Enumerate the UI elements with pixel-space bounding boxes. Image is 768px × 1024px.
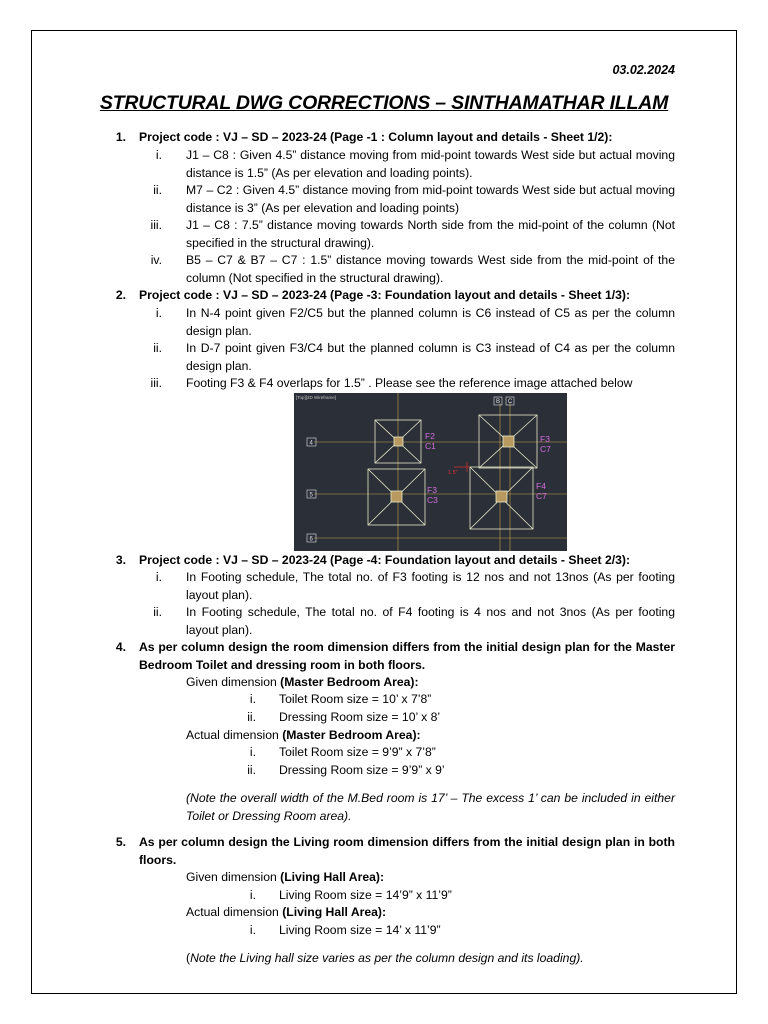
grid-label-4: 4 (309, 440, 313, 447)
s5-note-text: Note the Living hall size varies as per the column design and its loading). (190, 951, 584, 965)
section-3-number: 3. (115, 553, 126, 567)
section-5-heading: As per column design the Living room dimension differs from the initial design plan in both floors. (139, 835, 675, 867)
s2-item-3-text: Footing F3 & F4 overlaps for 1.5” . Please see the reference image attached below (186, 376, 633, 390)
footing-label-f2: F2 (425, 431, 435, 441)
s3-item-1-text: In Footing schedule, The total no. of F3 footing is 12 nos and not 13nos (As per footing layout plan). (186, 570, 675, 602)
footing-overlap-reference-image (294, 393, 567, 551)
section-1-heading: Project code : VJ – SD – 2023-24 (Page -1 : Column layout and details - Sheet 1/2): (139, 130, 613, 144)
section-3-heading: Project code : VJ – SD – 2023-24 (Page -4: Foundation layout and details - Sheet 2/3): (139, 553, 631, 567)
s5-actual-item-1-text: Living Room size = 14’ x 11’9” (279, 923, 441, 937)
s2-item-1-num: i. (155, 306, 162, 320)
s4-actual-dimension (186, 727, 421, 745)
column-label-c1: C1 (425, 441, 436, 451)
s5-actual-label: Actual dimension (186, 905, 283, 919)
s1-item-3-text: J1 – C8 : 7.5” distance moving towards North side from the mid-point of the column (Not specified in the structural drawing). (186, 218, 675, 250)
section-2-number: 2. (115, 288, 126, 302)
footing-label-f4: F4 (536, 481, 546, 491)
s5-given-area: (Living Hall Area): (280, 870, 385, 884)
s4-given-item-2-text: Dressing Room size = 10’ x 8’ (279, 710, 441, 724)
s3-item-1-num: i. (155, 570, 162, 584)
footing-f3-c7 (479, 415, 537, 468)
s1-item-4-num: iv. (150, 253, 162, 267)
s5-note (186, 950, 584, 968)
section-4-number: 4. (115, 640, 126, 654)
s5-given-dimension (186, 869, 384, 887)
s1-item-3-num: iii. (150, 218, 162, 232)
s4-actual-label: Actual dimension (186, 728, 283, 742)
footing-f4-c7 (470, 467, 533, 529)
s5-actual-item-1-num: i. (249, 923, 256, 937)
s4-actual-item-2-text: Dressing Room size = 9’9” x 9’ (279, 763, 445, 777)
s1-item-4-text: B5 – C7 & B7 – C7 : 1.5” distance moving towards West side from the mid-point of the column (Not specified in the structural drawing). (186, 253, 675, 285)
overlap-dimension-label: 1.5" (448, 470, 458, 476)
document-date: 03.02.2024 (612, 63, 675, 77)
grid-label-5: 5 (309, 492, 313, 499)
grid-label-b: B (496, 399, 501, 405)
s1-item-2-num: ii. (153, 183, 162, 197)
s1-item-1-num: i. (155, 148, 162, 162)
s4-given-item-1-num: i. (249, 692, 256, 706)
column-label-c7-bottom: C7 (536, 491, 547, 501)
s2-item-1-text: In N-4 point given F2/C5 but the planned column is C6 instead of C5 as per the column design plan. (186, 306, 675, 338)
s4-actual-item-2-num: ii. (247, 763, 256, 777)
document-title: STRUCTURAL DWG CORRECTIONS – SINTHAMATHAR ILLAM (99, 92, 669, 114)
s4-note: (Note the overall width of the M.Bed room is 17’ – The excess 1’ can be included in either Toilet or Dressing Room area). (186, 791, 675, 823)
s4-given-area: (Master Bedroom Area): (280, 675, 419, 689)
s5-actual-area: (Living Hall Area): (282, 905, 387, 919)
s2-item-2-num: ii. (153, 341, 162, 355)
s2-item-3-num: iii. (150, 376, 162, 390)
s4-given-label: Given dimension (186, 675, 281, 689)
footing-label-f3-top: F3 (540, 434, 550, 444)
s1-item-2-text: M7 – C2 : Given 4.5” distance moving from mid-point towards West side but actual moving distance is 3” (As per elevation and loading points) (186, 183, 675, 215)
s5-actual-dimension (186, 904, 386, 922)
s2-item-2-text: In D-7 point given F3/C4 but the planned column is C3 instead of C4 as per the column design plan. (186, 341, 675, 373)
grid-label-c: C (508, 399, 513, 405)
footing-label-f3: F3 (427, 485, 437, 495)
column-label-c7-top: C7 (540, 444, 551, 454)
s4-given-item-2-num: ii. (247, 710, 256, 724)
s4-given-dimension (186, 674, 419, 692)
section-2-heading: Project code : VJ – SD – 2023-24 (Page -3: Foundation layout and details - Sheet 1/3): (139, 288, 631, 302)
s4-actual-item-1-text: Toilet Room size = 9’9” x 7’8” (279, 745, 436, 759)
s3-item-2-num: ii. (153, 605, 162, 619)
s5-note-paren: ( (186, 951, 191, 965)
s4-given-item-1-text: Toilet Room size = 10’ x 7’8” (279, 692, 432, 706)
s4-actual-item-1-num: i. (249, 745, 256, 759)
cad-viewport-caption: [Top][2D Wireframe] (296, 395, 337, 400)
s5-given-item-1-num: i. (249, 888, 256, 902)
column-label-c3: C3 (427, 495, 438, 505)
cad-drawing (294, 393, 567, 551)
section-4-heading: As per column design the room dimension differs from the initial design plan for the Master Bedroom Toilet and dressing room in both floors. (139, 640, 675, 672)
grid-label-6: 6 (309, 536, 313, 543)
section-1-number: 1. (115, 130, 126, 144)
s3-item-2-text: In Footing schedule, The total no. of F4 footing is 4 nos and not 3nos (As per footing layout plan). (186, 605, 675, 637)
s1-item-1-text: J1 – C8 : Given 4.5” distance moving from mid-point towards West side but actual moving distance is 1.5” (As per elevation and loading points). (186, 148, 675, 180)
s5-given-item-1-text: Living Room size = 14’9” x 11’9” (279, 888, 452, 902)
section-5-number: 5. (115, 835, 126, 849)
s5-given-label: Given dimension (186, 870, 281, 884)
s4-actual-area: (Master Bedroom Area): (282, 728, 421, 742)
footing-f3-c3 (368, 469, 425, 525)
